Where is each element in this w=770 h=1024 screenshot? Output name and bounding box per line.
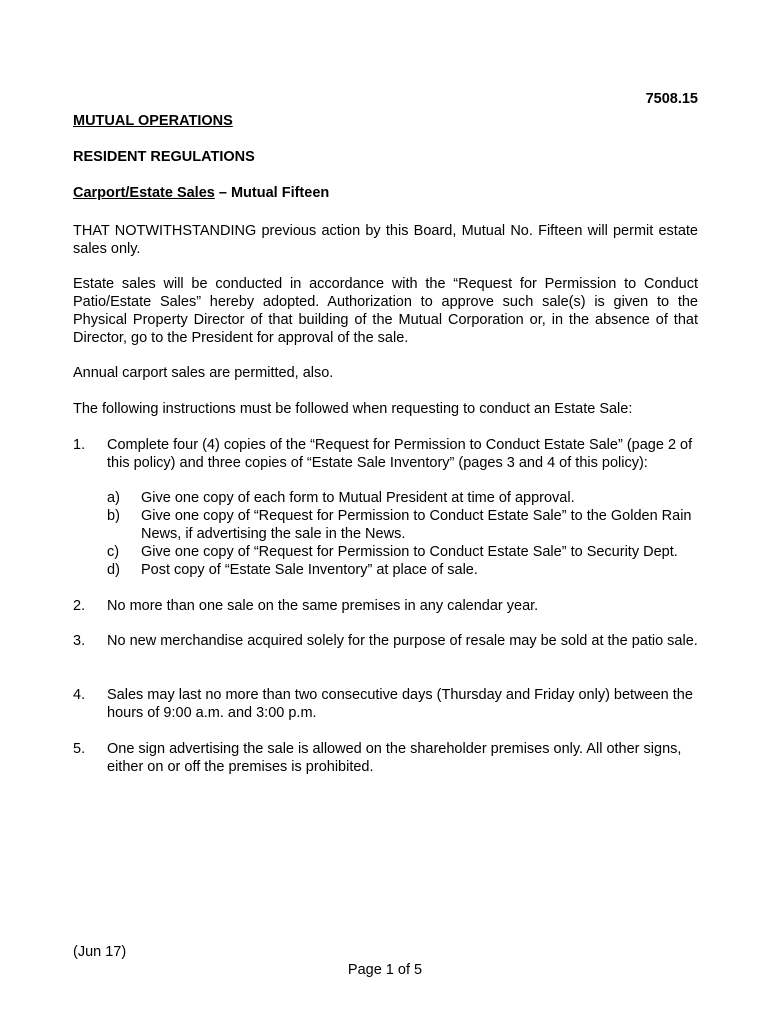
- policy-title: [73, 185, 329, 201]
- list-item-number: 4.: [73, 687, 86, 703]
- sub-item-text: Give one copy of each form to Mutual President at time of approval.: [141, 490, 575, 506]
- subsection-heading: RESIDENT REGULATIONS: [73, 149, 255, 165]
- policy-title-rest: – Mutual Fifteen: [214, 185, 330, 201]
- paragraph-carport-sales: Annual carport sales are permitted, also.: [73, 365, 334, 381]
- list-item-number: 1.: [73, 437, 86, 453]
- list-item-number: 5.: [73, 741, 86, 757]
- list-item-text: No more than one sale on the same premises in any calendar year.: [107, 598, 539, 614]
- document-number: 7508.15: [645, 91, 698, 107]
- list-item-number: 3.: [73, 633, 86, 649]
- sub-item-letter: a): [107, 490, 120, 506]
- sub-item-text: Give one copy of “Request for Permission to Conduct Estate Sale” to the Golden Rain News, if advertising the sale in the News.: [141, 508, 692, 542]
- sub-item-letter: d): [107, 562, 120, 578]
- sub-item-text: Post copy of “Estate Sale Inventory” at place of sale.: [141, 562, 478, 578]
- paragraph-estate-sales: Estate sales will be conducted in accordance with the “Request for Permission to Conduct Patio/Estate Sales” hereby adopted. Authorization to approve such sale(s) is given to the Physical Property Director of that building of the Mutual Corporation or, in the absence of that Director, go to the President for approval of the sale.: [73, 276, 698, 346]
- list-item-text: Complete four (4) copies of the “Request for Permission to Conduct Estate Sale” (page 2 of this policy) and three copies of “Estate Sale Inventory” (pages 3 and 4 of this policy):: [107, 437, 693, 471]
- sub-item-letter: b): [107, 508, 120, 524]
- list-item-text: No new merchandise acquired solely for the purpose of resale may be sold at the patio sale.: [107, 633, 698, 649]
- list-item-number: 2.: [73, 598, 86, 614]
- section-heading: MUTUAL OPERATIONS: [73, 113, 233, 129]
- sub-item-letter: c): [107, 544, 120, 560]
- list-item-text: Sales may last no more than two consecutive days (Thursday and Friday only) between the hours of 9:00 a.m. and 3:00 p.m.: [107, 687, 693, 721]
- sub-item-text: Give one copy of “Request for Permission to Conduct Estate Sale” to Security Dept.: [141, 544, 678, 560]
- paragraph-instructions-intro: The following instructions must be followed when requesting to conduct an Estate Sale:: [73, 401, 633, 417]
- paragraph-notwithstanding: THAT NOTWITHSTANDING previous action by this Board, Mutual No. Fifteen will permit estate sales only.: [73, 223, 698, 257]
- revision-date: (Jun 17): [73, 944, 127, 960]
- policy-title-underlined: Carport/Estate Sales: [73, 185, 215, 201]
- page-number: Page 1 of 5: [347, 962, 423, 978]
- list-item-text: One sign advertising the sale is allowed on the shareholder premises only. All other signs, either on or off the premises is prohibited.: [107, 741, 682, 775]
